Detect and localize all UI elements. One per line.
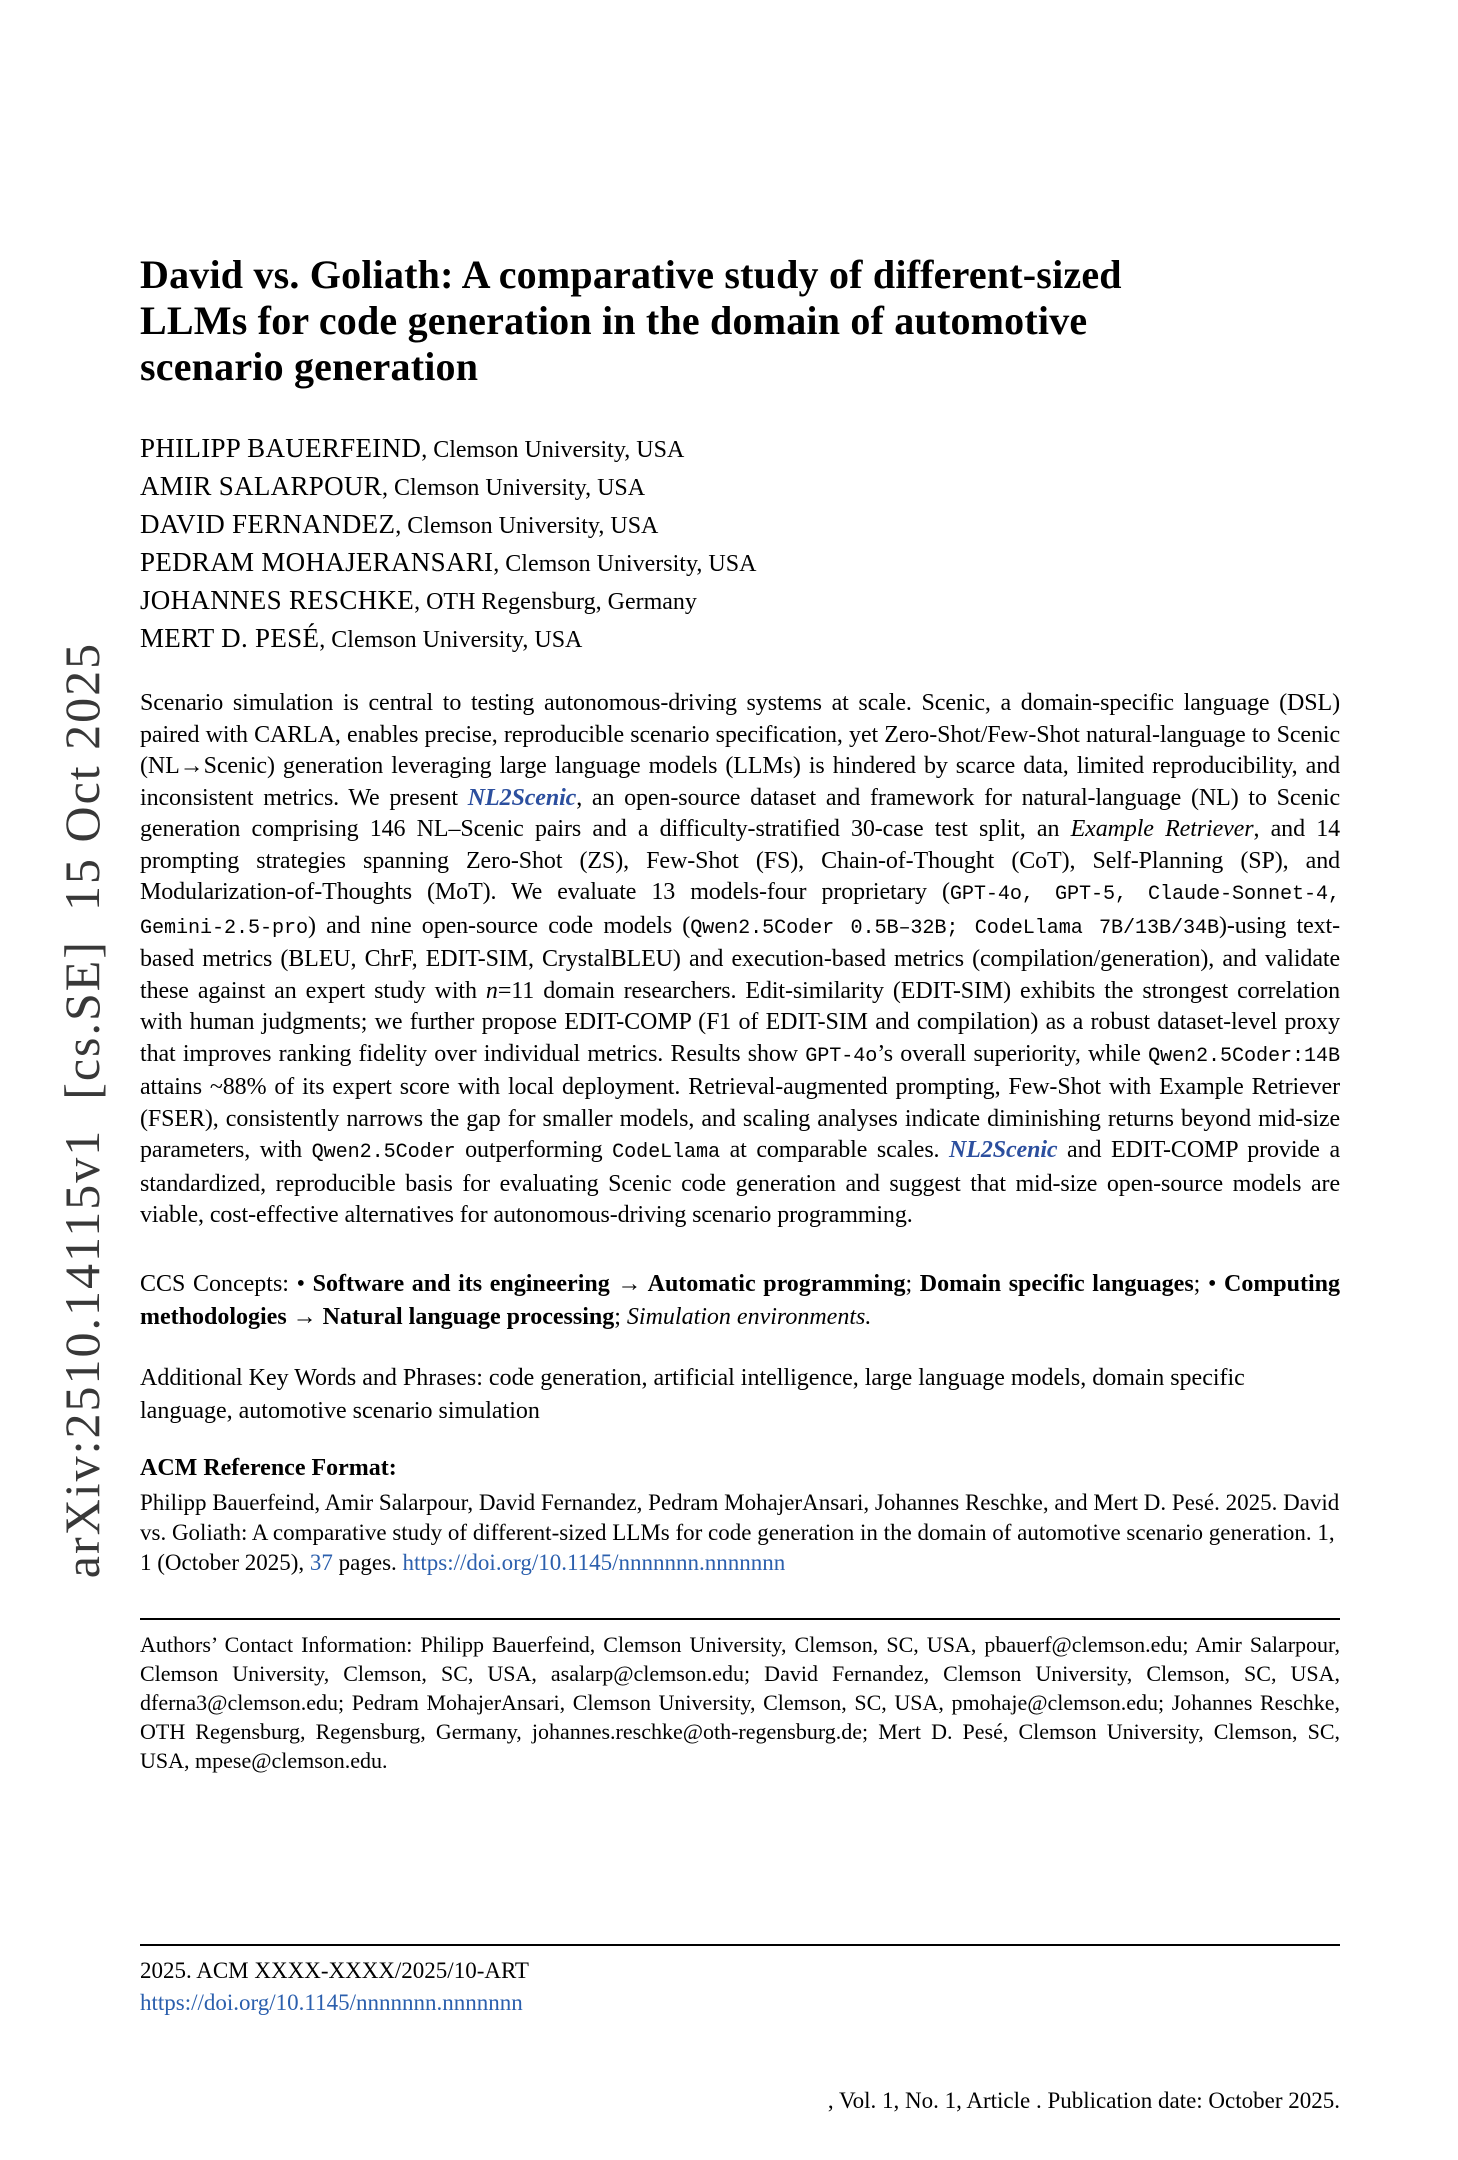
text-segment: )-using text-based metrics (BLEU, ChrF, EDIT-SIM, CrystalBLEU) and execution-based metrics (compilation/generation), and validate these against an expert study with xyxy=(140,912,1340,1004)
author-affiliation: , Clemson University, USA xyxy=(493,551,756,577)
author-name: PHILIPP BAUERFEIND xyxy=(140,433,422,463)
author-line xyxy=(140,506,1340,544)
author-name: DAVID FERNANDEZ xyxy=(140,509,396,539)
text-segment: at comparable scales. xyxy=(720,1137,950,1163)
inline-link[interactable]: 37 xyxy=(309,1549,333,1575)
inline-link[interactable]: https://doi.org/10.1145/nnnnnnn.nnnnnnn xyxy=(402,1549,786,1575)
paper-content xyxy=(140,252,1340,1775)
text-segment: , and 14 prompting strategies spanning Zero-Shot (ZS), Few-Shot (FS), Chain-of-Thought (CoT), Self-Planning (SP), and Modularization-of-Thoughts (MoT). We evaluate 13 models-four proprietary ( xyxy=(140,816,1340,905)
text-segment: ) and nine open-source code models ( xyxy=(307,912,691,939)
title-line: David vs. Goliath: A comparative study of different-sized xyxy=(140,252,1122,297)
author-line xyxy=(140,620,1340,658)
text-segment: =11 domain researchers. Edit-similarity (EDIT-SIM) exhibits the strongest correlation with human judgments; we further propose EDIT-COMP (F1 of EDIT-SIM and compilation) as a robust dataset-level proxy that improves ranking fidelity over individual metrics. Results show xyxy=(140,977,1340,1067)
copyright-line: 2025. ACM XXXX-XXXX/2025/10-ART xyxy=(140,1958,529,1983)
text-segment: Scenario simulation is central to testing autonomous-driving systems at scale. Scenic, a domain-specific language (DSL) paired with CARLA, enables precise, reproducible scenario specification, yet Zero-Shot/Few-Shot natural-language to Scenic (NL→Scenic) generation leveraging large language models (LLMs) is hindered by scarce data, limited reproducibility, and inconsistent metrics. We present xyxy=(140,690,1340,811)
text-segment: ; xyxy=(614,1303,627,1330)
ccs-concepts xyxy=(140,1268,1340,1334)
author-line xyxy=(140,468,1340,506)
author-line xyxy=(140,582,1340,620)
text-segment: Software and its engineering → Automatic programming xyxy=(312,1270,906,1297)
author-affiliation: , OTH Regensburg, Germany xyxy=(414,589,697,615)
text-segment: Qwen2.5Coder:14B xyxy=(1148,1044,1340,1068)
text-segment: GPT-4o xyxy=(805,1044,878,1068)
text-segment: and EDIT-COMP provide a standardized, reproducible basis for evaluating Scenic code generation and suggest that mid-size open-source models are viable, cost-effective alternatives for autonomous-driving scenario programming. xyxy=(140,1137,1340,1228)
text-segment: Qwen2.5Coder 0.5B–32B; CodeLlama 7B/13B/34B xyxy=(690,916,1219,940)
text-segment: Example Retriever xyxy=(1070,816,1254,842)
text-segment: n xyxy=(485,977,498,1004)
text-segment: attains ~88% of its expert score with local deployment. Retrieval-augmented prompting, Few-Shot with Example Retriever (FSER), consistently narrows the gap for smaller models, and scaling analyses indicate diminishing returns beyond mid-size parameters, with xyxy=(140,1074,1340,1163)
text-segment: outperforming xyxy=(455,1137,613,1163)
text-segment: Qwen2.5Coder xyxy=(311,1141,456,1164)
text-segment: ; • xyxy=(1193,1270,1224,1297)
author-affiliation: , Clemson University, USA xyxy=(382,475,645,501)
text-segment: ’s overall superiority, while xyxy=(877,1040,1149,1067)
author-line xyxy=(140,430,1340,468)
keywords: Additional Key Words and Phrases: code generation, artificial intelligence, large language models, domain specific language, automotive scenario simulation xyxy=(140,1364,1245,1424)
journal-footer: , Vol. 1, No. 1, Article . Publication date: October 2025. xyxy=(827,2088,1340,2113)
text-segment: NL2Scenic xyxy=(467,784,577,811)
author-line xyxy=(140,544,1340,582)
author-list xyxy=(140,430,1340,658)
doi-link[interactable]: https://doi.org/10.1145/nnnnnnn.nnnnnnn xyxy=(140,1990,523,2015)
text-segment: Computing methodologies → Natural language processing xyxy=(140,1270,1341,1330)
author-name: JOHANNES RESCHKE xyxy=(140,585,415,615)
divider xyxy=(140,1944,1340,1946)
abstract xyxy=(140,688,1340,1232)
text-segment: NL2Scenic xyxy=(949,1137,1058,1163)
author-name: MERT D. PESÉ xyxy=(140,623,320,653)
text-segment: , an open-source dataset and framework for natural-language (NL) to Scenic generation comprising 146 NL–Scenic pairs and a difficulty-stratified 30-case test split, an xyxy=(140,784,1340,842)
divider xyxy=(140,1618,1340,1620)
text-segment: Domain specific languages xyxy=(919,1270,1194,1297)
title-line: scenario generation xyxy=(140,344,479,389)
author-affiliation: , Clemson University, USA xyxy=(319,627,582,653)
arxiv-watermark: arXiv:2510.14115v1 [cs.SE] 15 Oct 2025 xyxy=(54,641,110,1579)
text-segment: ; xyxy=(905,1270,920,1297)
text-segment: Simulation environments. xyxy=(626,1303,872,1330)
text-segment: CodeLlama xyxy=(612,1141,721,1164)
acm-reference-heading: ACM Reference Format: xyxy=(140,1454,397,1481)
text-segment: Philipp Bauerfeind, Amir Salarpour, David Fernandez, Pedram MohajerAnsari, Johannes Reschke, and Mert D. Pesé. 2025. David vs. Goliath: A comparative study of different-sized LLMs for code generation in the domain of automotive scenario generation. 1, 1 (October 2025), xyxy=(140,1489,1340,1575)
authors-contact-info: Authors’ Contact Information: Philipp Bauerfeind, Clemson University, Clemson, SC, USA, pbauerf@clemson.edu; Amir Salarpour, Clemson University, Clemson, SC, USA, asalarp@clemson.edu; David Fernandez, Clemson University, Clemson, SC, USA, dferna3@clemson.edu; Pedram MohajerAnsari, Clemson University, Clemson, SC, USA, pmohaje@clemson.edu; Johannes Reschke, OTH Regensburg, Regensburg, Germany, johannes.reschke@oth-regensburg.de; Mert D. Pesé, Clemson University, Clemson, SC, USA, mpese@clemson.edu. xyxy=(140,1631,1340,1773)
author-name: PEDRAM MOHAJERANSARI xyxy=(140,547,494,577)
title-line: LLMs for code generation in the domain of automotive xyxy=(140,298,1088,343)
author-name: AMIR SALARPOUR xyxy=(140,471,382,501)
paper-title xyxy=(140,252,1300,390)
text-segment: GPT-4o, GPT-5, Claude-Sonnet-4, Gemini-2.5-pro xyxy=(140,883,1340,940)
text-segment: pages. xyxy=(332,1549,403,1575)
text-segment: CCS Concepts: • xyxy=(140,1270,313,1297)
author-affiliation: , Clemson University, USA xyxy=(395,513,658,539)
author-affiliation: , Clemson University, USA xyxy=(421,437,684,463)
acm-reference xyxy=(140,1488,1340,1578)
